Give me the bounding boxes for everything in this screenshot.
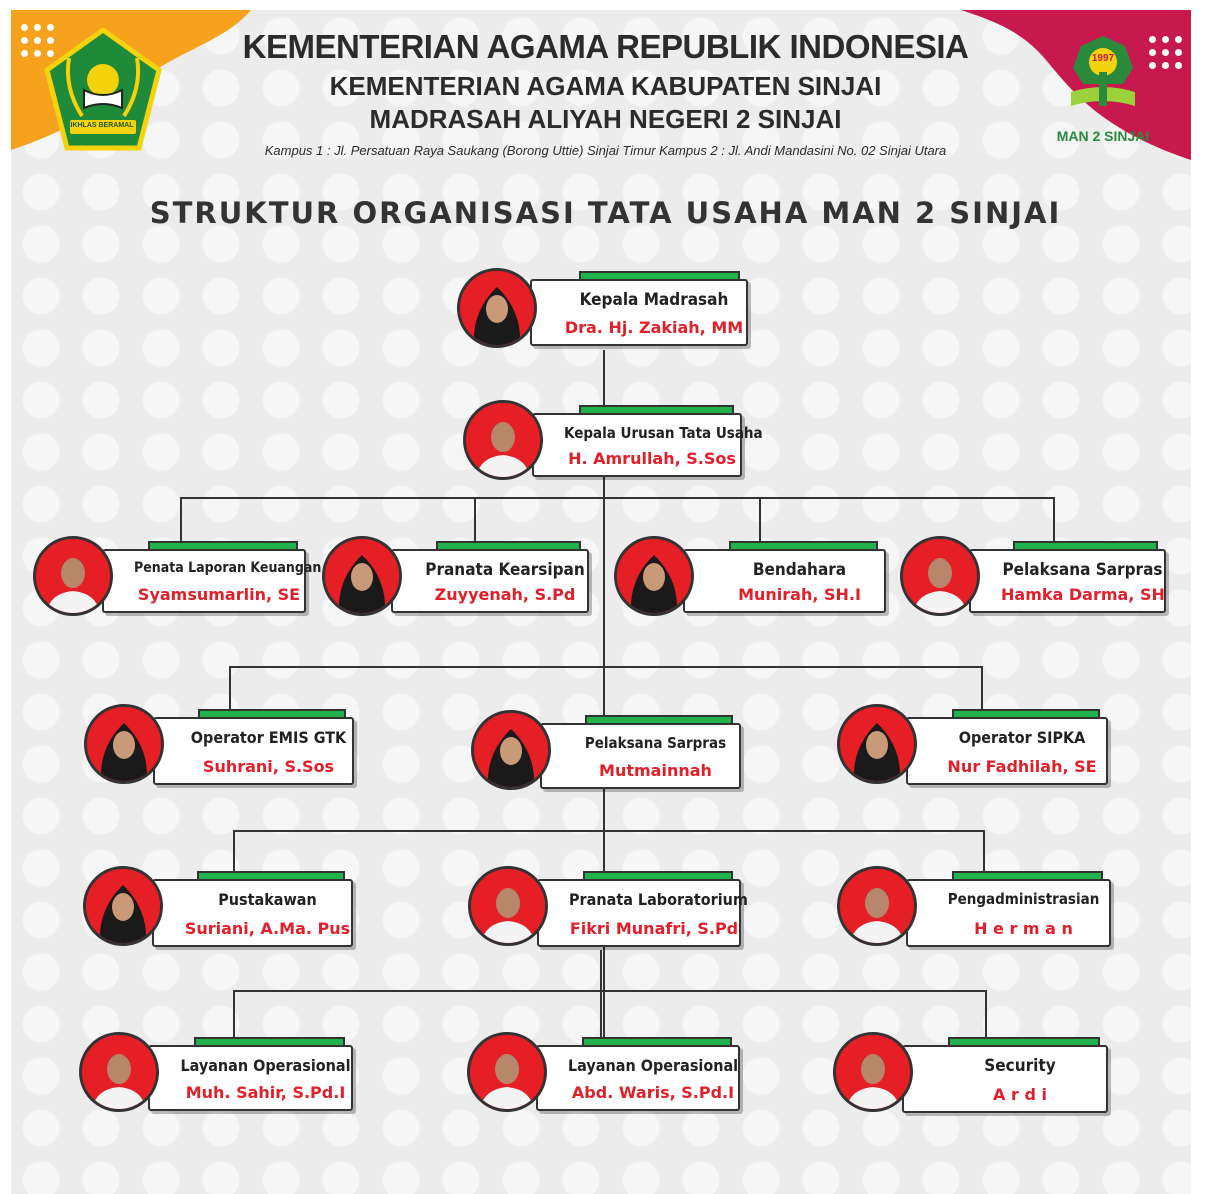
org-node-card — [537, 879, 748, 947]
person-photo-icon — [33, 536, 113, 616]
org-node-card — [153, 717, 354, 785]
person-photo-icon — [83, 866, 163, 946]
org-node-card — [532, 413, 763, 477]
accent-bar — [579, 271, 740, 279]
logo-motto: IKHLAS BERAMAL — [70, 122, 134, 129]
person-photo-icon — [837, 704, 917, 784]
accent-bar — [148, 541, 298, 549]
person-photo-icon — [79, 1032, 159, 1112]
node-role: Kepala Madrasah — [579, 290, 729, 310]
node-role: Bendahara — [752, 560, 847, 580]
person-photo-icon — [468, 866, 548, 946]
accent-bar — [579, 405, 734, 413]
node-person-name: Mutmainnah — [599, 761, 712, 780]
node-role: Layanan Operasional — [568, 1056, 739, 1075]
org-chart-page — [11, 10, 1191, 1194]
accent-bar — [952, 871, 1103, 879]
node-role: Pustakawan — [218, 890, 317, 909]
node-role: Operator EMIS GTK — [190, 728, 347, 747]
node-role: Kepala Urusan Tata Usaha — [564, 424, 763, 442]
node-person-name: Abd. Waris, S.Pd.I — [571, 1083, 735, 1102]
node-person-name: A r d i — [993, 1085, 1047, 1104]
node-person-name: H. Amrullah, S.Sos — [568, 449, 736, 468]
accent-bar — [585, 715, 733, 723]
node-role: Pranata Kearsipan — [425, 560, 585, 580]
person-photo-icon — [833, 1032, 913, 1112]
node-person-name: Suhrani, S.Sos — [202, 757, 335, 776]
org-node-card — [148, 1045, 353, 1111]
accent-bar — [582, 1037, 732, 1045]
accent-bar — [952, 709, 1100, 717]
org-node-card — [102, 549, 322, 613]
header-school: MADRASAH ALIYAH NEGERI 2 SINJAI — [369, 104, 842, 134]
person-photo-icon — [467, 1032, 547, 1112]
person-photo-icon — [900, 536, 980, 616]
node-role: Pelaksana Sarpras — [584, 734, 727, 752]
header-regency: KEMENTERIAN AGAMA KABUPATEN SINJAI — [329, 71, 882, 101]
org-node-card — [391, 549, 589, 613]
accent-bar — [436, 541, 581, 549]
header-address: Kampus 1 : Jl. Persatuan Raya Saukang (Borong Uttie) Sinjai Timur Kampus 2 : Jl. Andi Mandasini No. 02 Sinjai Utara — [264, 143, 947, 158]
accent-bar — [729, 541, 878, 549]
accent-bar — [197, 871, 345, 879]
org-node-card — [683, 549, 886, 613]
node-person-name: Muh. Sahir, S.Pd.I — [185, 1083, 346, 1102]
node-person-name: H e r m a n — [974, 919, 1073, 938]
node-role: Operator SIPKA — [958, 728, 1086, 747]
person-photo-icon — [457, 268, 537, 348]
chart-title: STRUKTUR ORGANISASI TATA USAHA MAN 2 SINJAI — [149, 196, 1062, 230]
org-node-card — [536, 1045, 740, 1111]
node-person-name: Syamsumarlin, SE — [137, 585, 301, 604]
accent-bar — [1013, 541, 1158, 549]
person-photo-icon — [471, 710, 551, 790]
person-photo-icon — [837, 866, 917, 946]
node-person-name: Suriani, A.Ma. Pus — [184, 919, 351, 938]
logo-year: 1997 — [1091, 53, 1115, 64]
node-role: Pengadministrasian — [947, 890, 1100, 908]
node-person-name: Zuyyenah, S.Pd — [434, 585, 576, 604]
org-node-card — [530, 279, 748, 346]
node-person-name: Munirah, SH.I — [738, 585, 861, 604]
node-person-name: Dra. Hj. Zakiah, MM — [564, 318, 744, 337]
node-role: Pranata Laboratorium — [569, 890, 748, 909]
person-photo-icon — [463, 400, 543, 480]
person-photo-icon — [84, 704, 164, 784]
org-node-card — [906, 879, 1111, 947]
node-person-name: Nur Fadhilah, SE — [947, 757, 1097, 776]
person-photo-icon — [322, 536, 402, 616]
node-role: Pelaksana Sarpras — [1002, 560, 1163, 580]
node-person-name: Hamka Darma, SH — [1001, 585, 1165, 604]
node-role: Security — [984, 1056, 1056, 1076]
node-person-name: Fikri Munafri, S.Pd — [569, 919, 739, 938]
org-node-card — [902, 1045, 1108, 1113]
accent-bar — [198, 709, 346, 717]
header-ministry: KEMENTERIAN AGAMA REPUBLIK INDONESIA — [242, 28, 969, 65]
accent-bar — [583, 871, 733, 879]
node-role: Penata Laporan Keuangan — [134, 560, 322, 576]
org-node-card — [969, 549, 1166, 613]
node-role: Layanan Operasional — [180, 1056, 351, 1075]
person-photo-icon — [614, 536, 694, 616]
accent-bar — [948, 1037, 1100, 1045]
org-node-card — [540, 723, 741, 789]
logo-school-name: MAN 2 SINJAI — [1056, 128, 1150, 144]
accent-bar — [194, 1037, 345, 1045]
org-node-card — [152, 879, 353, 947]
org-node-card — [906, 717, 1108, 785]
